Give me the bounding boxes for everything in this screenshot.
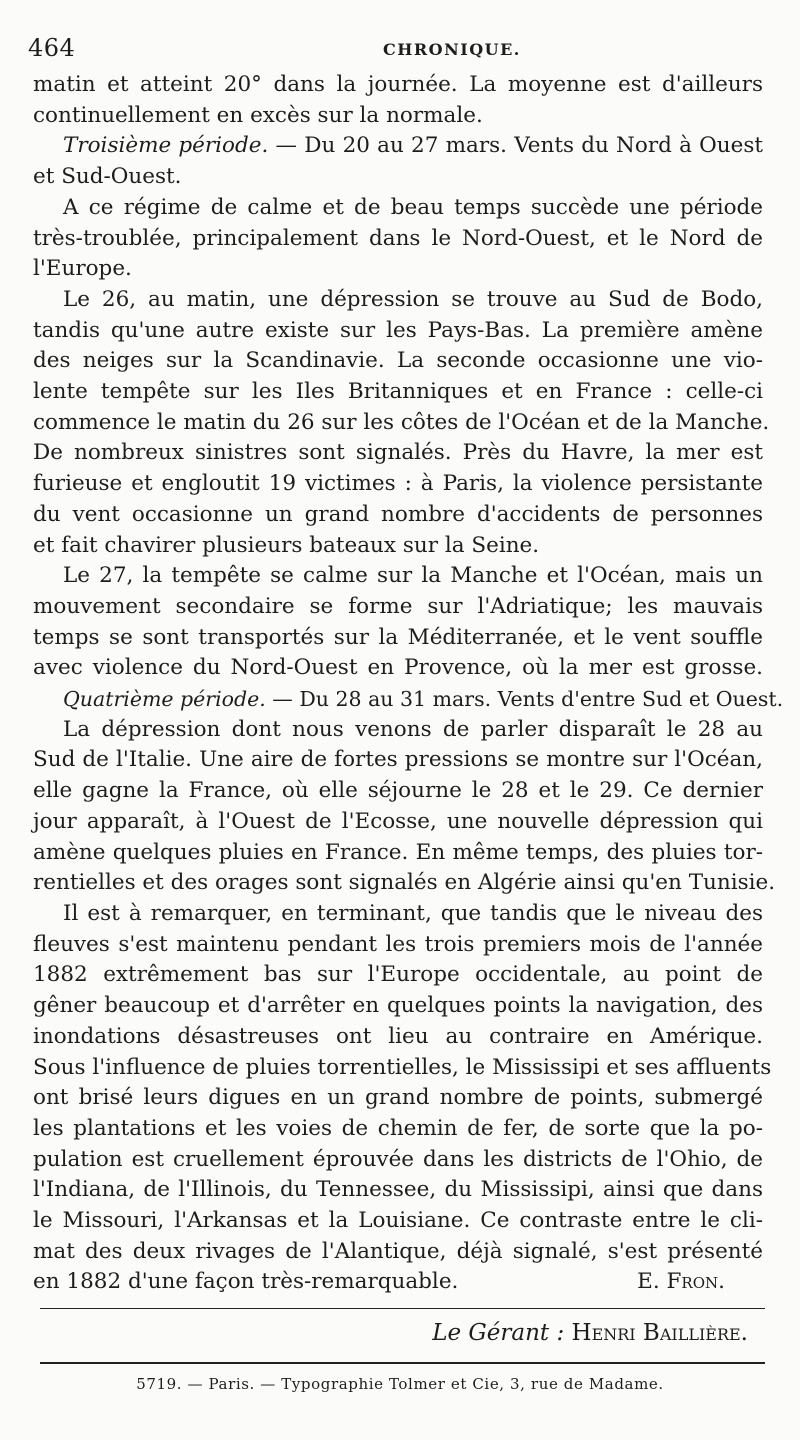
text-line: pulation est cruellement éprouvée dans les districts de l'Ohio, de [33,1146,763,1172]
text-line: Sud de l'Italie. Une aire de fortes pressions se montre sur l'Océan, [33,747,763,773]
closing-line [33,1267,763,1298]
period-text: — Du 28 au 31 mars. Vents d'entre Sud et Ouest. [265,687,784,712]
text-line: La dépression dont nous venons de parler disparaît le 28 au [63,716,763,742]
gerant-name: Henri Baillière. [571,1320,748,1346]
author-signature: E. Fron. [637,1269,725,1295]
text-line: De nombreux sinistres sont signalés. Près du Havre, la mer est [33,440,763,466]
text-line: A ce régime de calme et de beau temps succède une période [63,194,763,220]
period-label: Quatrième période. [63,687,266,712]
gerant-signature [33,1316,748,1356]
text-line: le Missouri, l'Arkansas et la Louisiane. Ce contraste entre le cli- [33,1208,763,1234]
text-line: du vent occasionne un grand nombre d'accidents de personnes [33,501,763,527]
text-line: l'Europe. [33,256,132,282]
period-heading [33,131,763,162]
text-line: les plantations et les voies de chemin de fer, de sorte que la po- [33,1115,763,1141]
text-line: continuellement en excès sur la normale. [33,102,483,128]
text-line: Le 27, la tempête se calme sur la Manche et l'Océan, mais un [63,563,763,589]
text-line: matin et atteint 20° dans la journée. La moyenne est d'ailleurs [33,72,763,97]
text-line: furieuse et engloutit 19 victimes : à Paris, la violence persistante [33,471,763,497]
text-line: et Sud-Ouest. [33,164,182,190]
text-line: l'Indiana, de l'Illinois, du Tennessee, du Mississipi, ainsi que dans [33,1177,763,1203]
text-line: ont brisé leurs digues en un grand nombre de points, submergé [33,1085,763,1111]
gerant-label: Le Gérant : [432,1320,565,1346]
text-line: 1882 extrêmement bas sur l'Europe occidentale, au point de [33,962,763,988]
text-line: inondations désastreuses ont lieu au contraire en Amérique. [33,1023,763,1049]
text-line: très-troublée, principalement dans le Nord-Ouest, et le Nord de [33,225,763,251]
text-line: rentielles et des orages sont signalés en Algérie ainsi qu'en Tunisie. [33,870,776,896]
printer-imprint: 5719. — Paris. — Typographie Tolmer et Cie, 3, rue de Madame. [136,1375,664,1393]
page-header [28,34,760,64]
text-line: des neiges sur la Scandinavie. La seconde occasionne une vio- [33,348,763,374]
text-line: lente tempête sur les Iles Britanniques et en France : celle-ci [33,379,763,405]
running-title: CHRONIQUE. [383,40,521,59]
gerant-line [432,1320,748,1346]
text-line: temps se sont transportés sur la Méditerranée, et le vent souffle [33,624,763,650]
divider-rule [40,1362,765,1364]
text-line: gêner beaucoup et d'arrêter en quelques points la navigation, des [33,993,763,1019]
text-line: mat des deux rivages de l'Alantique, déjà signalé, s'est présenté [33,1238,763,1264]
body-text [33,70,784,1298]
page-number: 464 [28,34,76,62]
text-line: fleuves s'est maintenu pendant les trois premiers mois de l'année [33,931,763,957]
text-line: commence le matin du 26 sur les côtes de l'Océan et de la Manche. [33,409,770,435]
text-line: mouvement secondaire se forme sur l'Adriatique; les mauvais [33,593,763,619]
period-label: Troisième période. [63,133,269,159]
text-line: elle gagne la France, où elle séjourne le 28 et le 29. Ce dernier [33,778,763,804]
period-text: — Du 20 au 27 mars. Vents du Nord à Ouest [268,133,763,159]
text-line: avec violence du Nord-Ouest en Provence, où la mer est grosse. [33,655,763,681]
text-line: et fait chavirer plusieurs bateaux sur la Seine. [33,532,540,558]
text-line: Il est à remarquer, en terminant, que tandis que le niveau des [63,900,763,926]
divider-rule [40,1308,765,1309]
text-line: tandis qu'une autre existe sur les Pays-Bas. La première amène [33,317,763,343]
text-line: jour apparaît, à l'Ouest de l'Ecosse, une nouvelle dépression qui [33,808,763,834]
text-line: amène quelques pluies en France. En même temps, des pluies tor- [33,839,763,865]
period-heading [33,684,784,715]
text-line: Sous l'influence de pluies torrentielles, le Mississipi et ses affluents [33,1054,772,1080]
text-line: Le 26, au matin, une dépression se trouve au Sud de Bodo, [63,286,763,312]
closing-text: en 1882 d'une façon très-remarquable. [33,1269,459,1295]
